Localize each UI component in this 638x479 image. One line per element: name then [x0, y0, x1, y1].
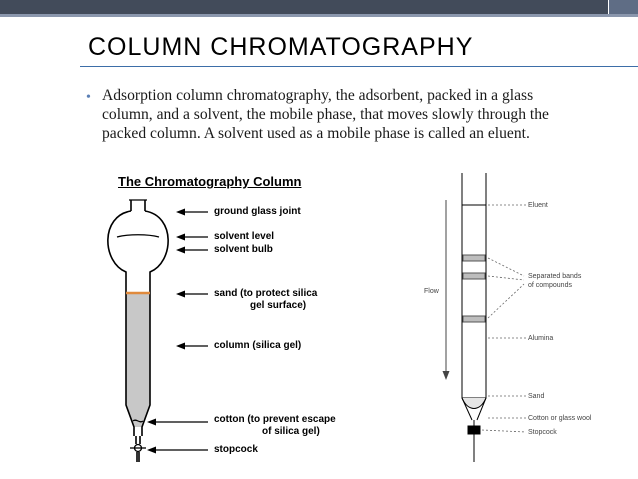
label-right-cotton: Cotton or glass wool [528, 415, 592, 422]
ground-glass-joint [131, 200, 145, 211]
label-bands-line1: Separated bands [528, 273, 582, 280]
solvent-level-line [117, 235, 159, 237]
label-cotton-line2: of silica gel) [262, 426, 320, 437]
label-solvent-level: solvent level [214, 231, 275, 242]
label-bands-line2: of compounds [528, 282, 572, 289]
label-ground-glass-joint: ground glass joint [214, 206, 301, 217]
separated-band-3 [463, 316, 485, 322]
label-alumina: Alumina [528, 335, 554, 342]
label-column: column (silica gel) [214, 340, 302, 351]
right-column-diagram [462, 173, 486, 462]
label-eluent: Eluent [528, 202, 548, 209]
diagram-title: The Chromatography Column [118, 174, 302, 189]
label-sand-line1: sand (to protect silica [214, 288, 318, 299]
flow-arrow [443, 200, 450, 380]
left-column-diagram [108, 200, 168, 462]
label-cotton-line1: cotton (to prevent escape [214, 414, 336, 425]
right-leader-lines [482, 205, 526, 432]
separated-band-2 [463, 273, 485, 279]
left-arrows [147, 209, 208, 454]
label-stopcock: stopcock [214, 444, 258, 455]
label-sand-line2: gel surface) [250, 300, 307, 311]
right-stopcock [468, 426, 480, 434]
silica-gel-fill [126, 293, 150, 427]
bullet-icon: • [86, 90, 91, 105]
separated-band-1 [463, 255, 485, 261]
label-right-stopcock: Stopcock [528, 429, 557, 436]
label-solvent-bulb: solvent bulb [214, 244, 273, 255]
bullet-text: Adsorption column chromatography, the adsorbent, packed in a glass column, and a solvent, the mobile phase, that moves slowly through the packed column. A solvent used as a mobile phase is called an eluent. [102, 87, 549, 142]
label-flow: Flow [424, 288, 439, 295]
stopcock-tip [136, 436, 140, 462]
slide-title: COLUMN CHROMATOGRAPHY [88, 33, 474, 61]
label-right-sand: Sand [528, 393, 545, 400]
